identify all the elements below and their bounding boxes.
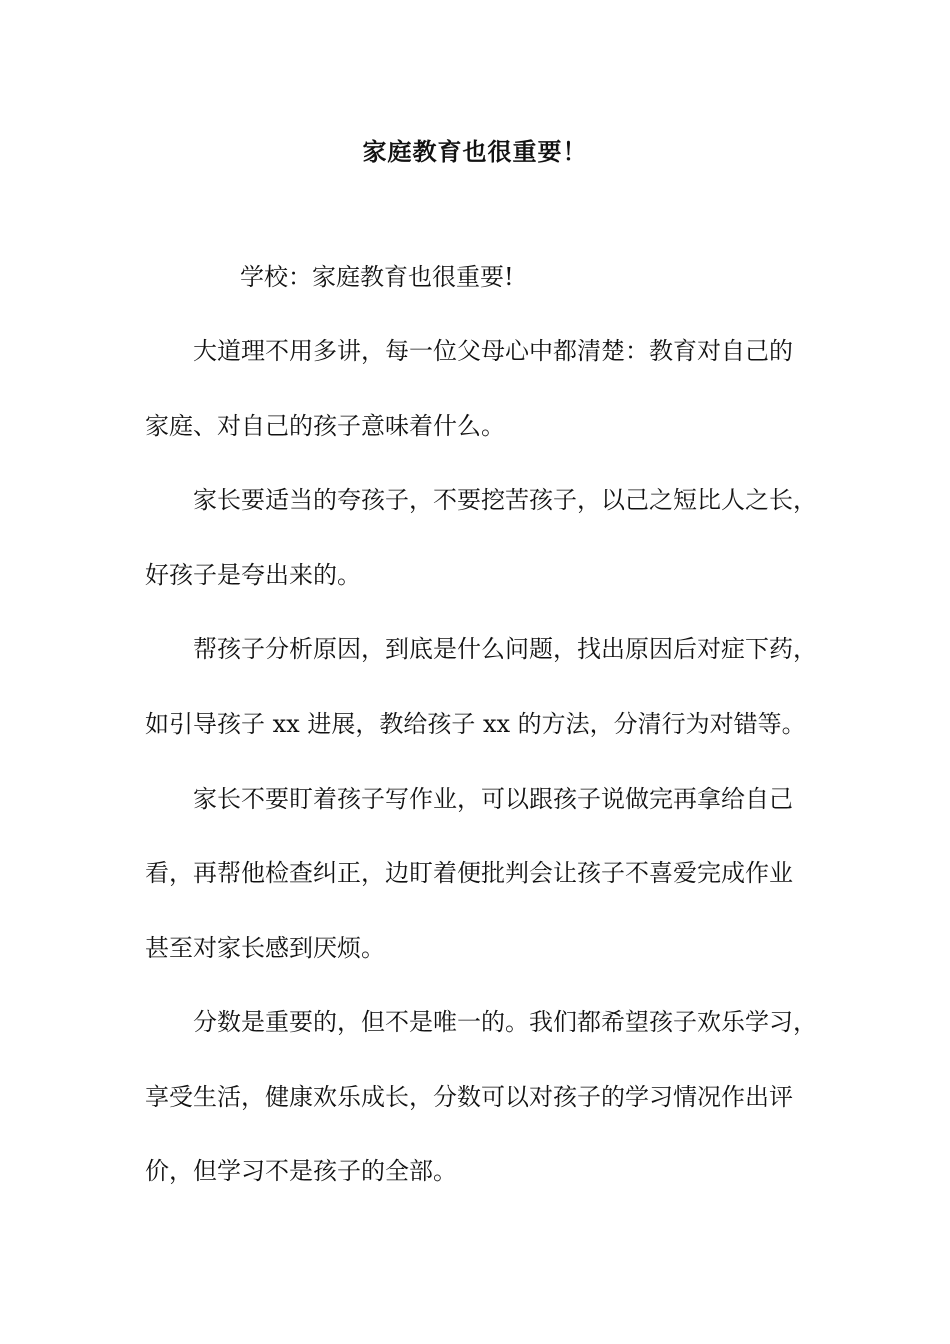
paragraph-4-line-3: 甚至对家长感到厌烦。 <box>145 934 385 962</box>
paragraph-2-line-1: 家长要适当的夸孩子，不要挖苦孩子，以己之短比人之长， <box>193 486 817 514</box>
paragraph-5-line-1: 分数是重要的，但不是唯一的。我们都希望孩子欢乐学习， <box>193 1008 817 1036</box>
paragraph-1-line-1: 大道理不用多讲，每一位父母心中都清楚：教育对自己的 <box>193 337 793 365</box>
paragraph-3-line-1: 帮孩子分析原因，到底是什么问题，找出原因后对症下药， <box>193 635 817 663</box>
paragraph-2-line-2: 好孩子是夸出来的。 <box>145 561 361 589</box>
paragraph-3-line-2: 如引导孩子 xx 进展，教给孩子 xx 的方法，分清行为对错等。 <box>145 710 806 738</box>
paragraph-1-line-2: 家庭、对自己的孩子意味着什么。 <box>145 412 505 440</box>
document-title: 家庭教育也很重要！ <box>362 137 588 166</box>
document-subtitle: 学校：家庭教育也很重要! <box>240 263 514 291</box>
paragraph-4-line-2: 看，再帮他检查纠正，边盯着便批判会让孩子不喜爱完成作业 <box>145 859 793 887</box>
paragraph-4-line-1: 家长不要盯着孩子写作业，可以跟孩子说做完再拿给自己 <box>193 785 793 813</box>
paragraph-5-line-2: 享受生活，健康欢乐成长，分数可以对孩子的学习情况作出评 <box>145 1083 793 1111</box>
paragraph-5-line-3: 价，但学习不是孩子的全部。 <box>145 1157 457 1185</box>
